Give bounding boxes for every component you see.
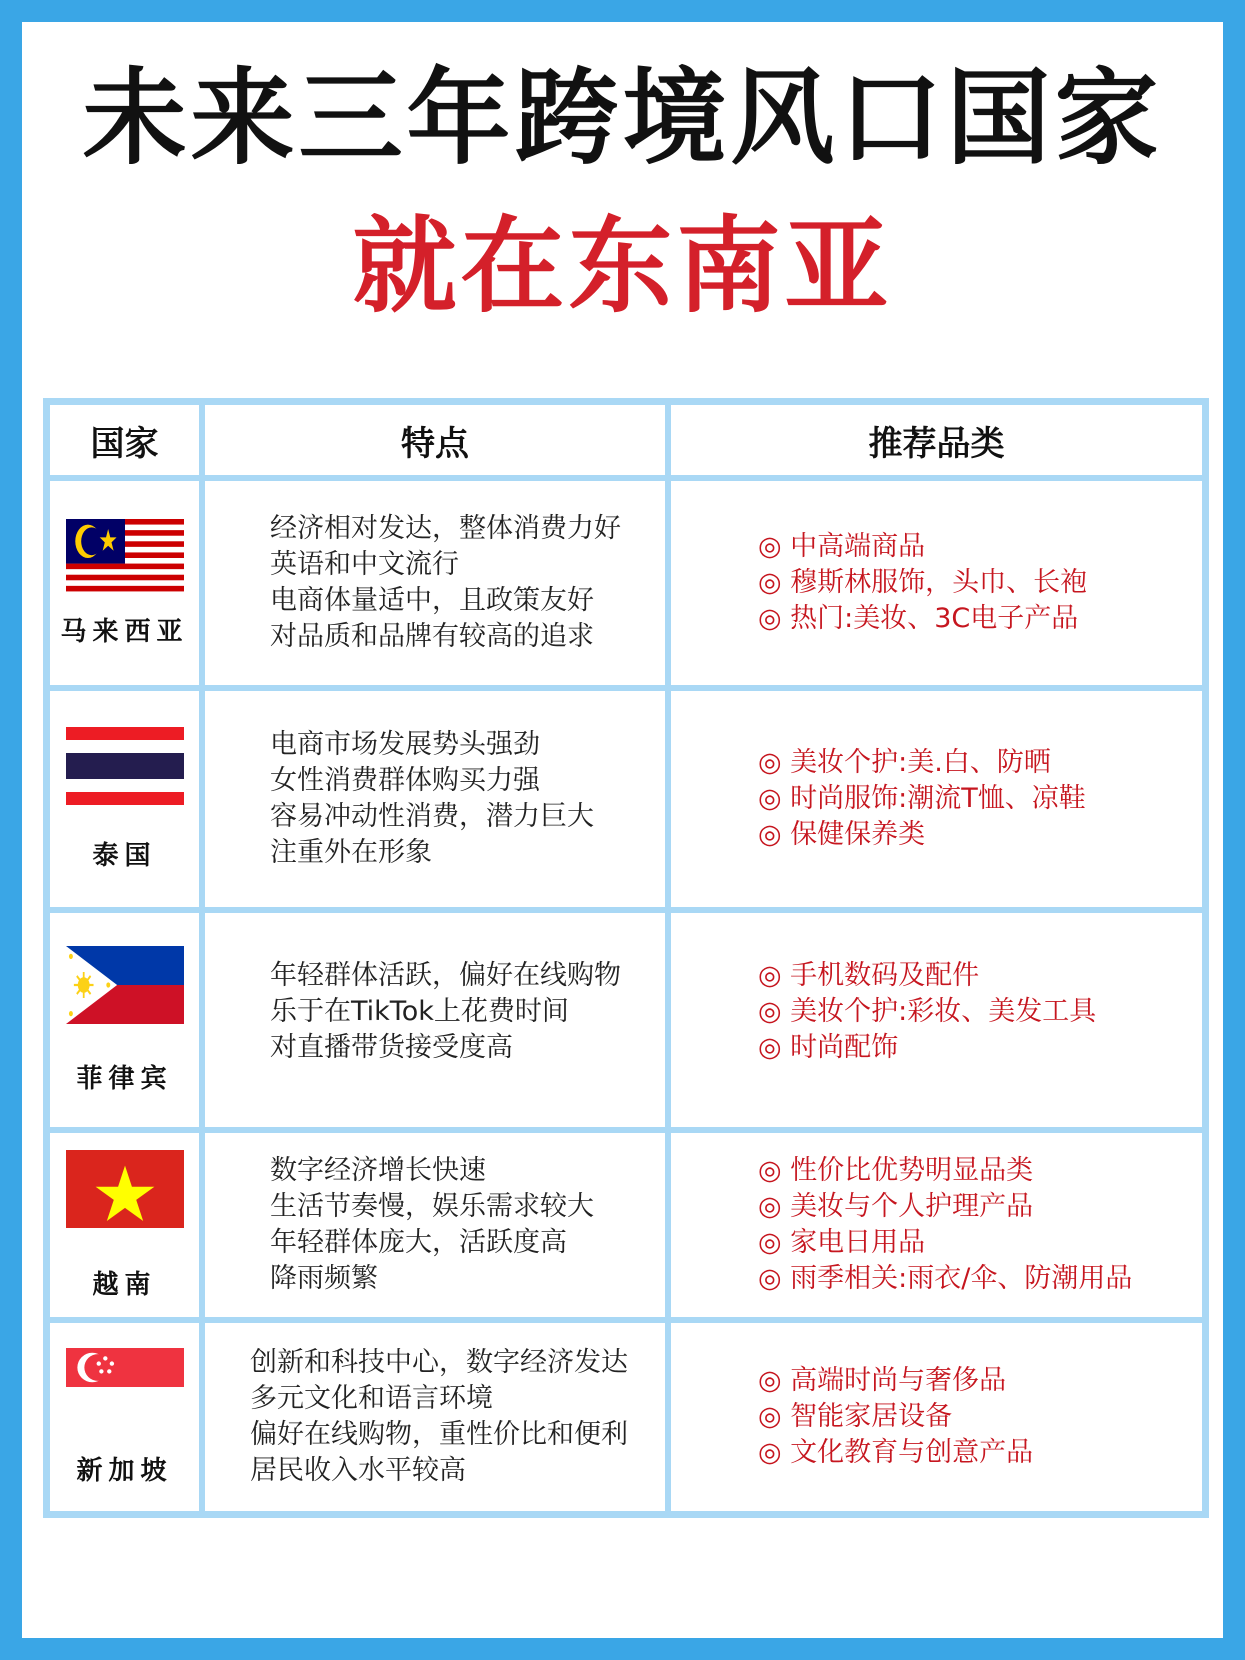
- feature-item: 英语和中文流行: [270, 549, 459, 580]
- categories-cell: [668, 910, 1205, 1130]
- category-item: ◎ 时尚服饰:潮流T恤、凉鞋: [758, 783, 1086, 814]
- features-cell: [202, 1320, 668, 1514]
- category-item: ◎ 美妆个护:彩妆、美发工具: [758, 996, 1097, 1027]
- page-subtitle: 就在东南亚: [352, 205, 893, 327]
- feature-item: 电商体量适中，且政策友好: [270, 585, 594, 616]
- malaysia-flag-icon: [66, 519, 184, 597]
- country-name: 泰国: [92, 840, 157, 871]
- features-cell: [202, 910, 668, 1130]
- categories-cell: [668, 1320, 1205, 1514]
- category-item: ◎ 高端时尚与奢侈品: [758, 1365, 1007, 1396]
- feature-item: 电商市场发展势头强劲: [270, 729, 540, 760]
- features-cell: [202, 1130, 668, 1320]
- table-row: [47, 478, 1205, 688]
- singapore-flag-icon: [66, 1348, 184, 1426]
- country-cell: [47, 1320, 202, 1514]
- feature-item: 居民收入水平较高: [250, 1455, 466, 1486]
- feature-item: 生活节奏慢，娱乐需求较大: [270, 1191, 594, 1222]
- category-item: ◎ 雨季相关:雨衣/伞、防潮用品: [758, 1263, 1133, 1294]
- feature-item: 偏好在线购物，重性价比和便利: [250, 1419, 628, 1450]
- feature-item: 乐于在TikTok上花费时间: [270, 996, 569, 1027]
- country-cell: [47, 478, 202, 688]
- table-row: [47, 688, 1205, 910]
- table-row: [47, 1320, 1205, 1514]
- feature-item: 经济相对发达，整体消费力好: [270, 513, 621, 544]
- thailand-flag-icon: [66, 727, 184, 805]
- header-categories: 推荐品类: [668, 402, 1205, 478]
- country-name: 新加坡: [76, 1455, 173, 1486]
- categories-cell: [668, 478, 1205, 688]
- feature-item: 降雨频繁: [270, 1263, 378, 1294]
- category-item: ◎ 时尚配饰: [758, 1032, 899, 1063]
- feature-item: 创新和科技中心，数字经济发达: [250, 1347, 628, 1378]
- category-item: ◎ 热门:美妆、3C电子产品: [758, 603, 1079, 634]
- header-features: 特点: [202, 402, 668, 478]
- feature-item: 注重外在形象: [270, 837, 432, 868]
- country-table: [43, 398, 1209, 1518]
- category-item: ◎ 美妆个护:美.白、防晒: [758, 747, 1051, 778]
- country-cell: [47, 688, 202, 910]
- feature-item: 年轻群体活跃，偏好在线购物: [270, 960, 621, 991]
- table-row: [47, 1130, 1205, 1320]
- header-country: 国家: [47, 402, 202, 478]
- category-item: ◎ 穆斯林服饰，头巾、长袍: [758, 567, 1088, 598]
- page-title: 未来三年跨境风口国家: [82, 57, 1163, 179]
- table-header-row: [47, 402, 1205, 478]
- feature-item: 数字经济增长快速: [270, 1155, 486, 1186]
- feature-item: 对品质和品牌有较高的追求: [270, 621, 594, 652]
- country-name: 菲律宾: [76, 1063, 173, 1094]
- features-cell: [202, 478, 668, 688]
- category-item: ◎ 智能家居设备: [758, 1401, 953, 1432]
- categories-cell: [668, 1130, 1205, 1320]
- feature-item: 女性消费群体购买力强: [270, 765, 540, 796]
- country-name: 越南: [92, 1269, 157, 1300]
- feature-item: 对直播带货接受度高: [270, 1032, 513, 1063]
- country-name: 马来西亚: [60, 616, 189, 647]
- features-cell: [202, 688, 668, 910]
- category-item: ◎ 保健保养类: [758, 819, 926, 850]
- country-cell: [47, 1130, 202, 1320]
- category-item: ◎ 美妆与个人护理产品: [758, 1191, 1034, 1222]
- category-item: ◎ 文化教育与创意产品: [758, 1437, 1034, 1468]
- vietnam-flag-icon: [66, 1150, 184, 1228]
- category-item: ◎ 中高端商品: [758, 531, 926, 562]
- feature-item: 容易冲动性消费，潜力巨大: [270, 801, 594, 832]
- category-item: ◎ 手机数码及配件: [758, 960, 980, 991]
- category-item: ◎ 家电日用品: [758, 1227, 926, 1258]
- feature-item: 年轻群体庞大，活跃度高: [270, 1227, 567, 1258]
- categories-cell: [668, 688, 1205, 910]
- feature-item: 多元文化和语言环境: [250, 1383, 493, 1414]
- country-cell: [47, 910, 202, 1130]
- table-row: [47, 910, 1205, 1130]
- category-item: ◎ 性价比优势明显品类: [758, 1155, 1034, 1186]
- philippines-flag-icon: [66, 946, 184, 1024]
